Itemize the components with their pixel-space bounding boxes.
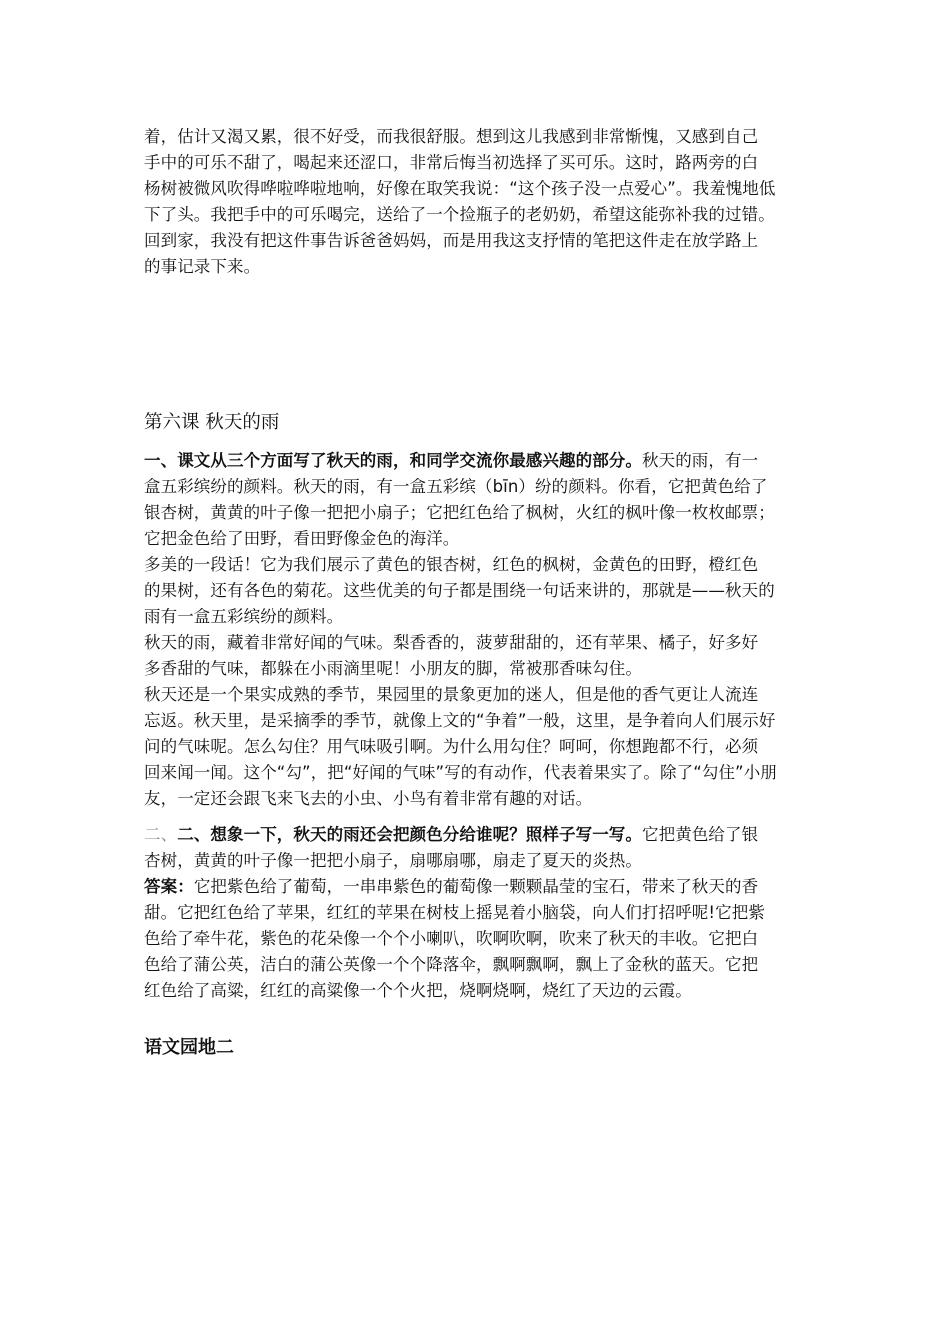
question-2-number: 二、 [144, 825, 178, 844]
text-line: 秋天的雨，藏着非常好闻的气味。梨香香的，菠萝甜甜的，还有苹果、橘子，好多好 [144, 633, 759, 652]
question-2-prompt: 二、想象一下，秋天的雨还会把颜色分给谁呢？照样子写一写。 [177, 825, 643, 844]
text-line: 多香甜的气味，都躲在小雨滴里呢！小朋友的脚，常被那香味勾住。 [144, 659, 642, 678]
text-line: 色给了牵牛花，紫色的花朵像一个个小喇叭，吹啊吹啊，吹来了秋天的丰收。它把白 [144, 929, 759, 948]
section-heading: 语文园地二 [144, 1037, 234, 1058]
question-1-first-line [144, 448, 814, 474]
text-line: 着，估计又渴又累，很不好受，而我很舒服。想到这儿我感到非常惭愧，又感到自己 [144, 127, 759, 146]
text-line: 秋天还是一个果实成熟的季节，果园里的景象更加的迷人，但是他的香气更让人流连 [144, 685, 759, 704]
question-1 [144, 448, 814, 812]
text-line: 手中的可乐不甜了，喝起来还涩口，非常后悔当初选择了买可乐。这时，路两旁的白 [144, 153, 759, 172]
text-line: 甜。它把红色给了苹果，红红的苹果在树枝上摇晃着小脑袋，向人们打招呼呢!它把紫 [144, 903, 765, 922]
question-2-first-line-rest: 它把黄色给了银 [642, 825, 759, 844]
lesson-title: 第六课 秋天的雨 [144, 412, 280, 433]
text-line: 忘返。秋天里，是采摘季的季节，就像上文的“争着”一般，这里，是争着向人们展示好 [144, 711, 776, 730]
text-line: 雨有一盒五彩缤纷的颜料。 [144, 607, 344, 626]
question-1-first-line-rest: 秋天的雨，有一 [642, 451, 759, 470]
intro-paragraph [144, 124, 814, 280]
question-2-first-line [144, 822, 814, 848]
text-line: 色给了蒲公英，洁白的蒲公英像一个个降落伞，飘啊飘啊，飘上了金秋的蓝天。它把 [144, 955, 759, 974]
answer-first-line-rest: 它把紫色给了葡萄，一串串紫色的葡萄像一颗颗晶莹的宝石，带来了秋天的香 [193, 877, 759, 896]
text-line: 红色给了高粱，红红的高粱像一个个火把，烧啊烧啊，烧红了天边的云霞。 [144, 981, 692, 1000]
text-line: 下了头。我把手中的可乐喝完，送给了一个捡瓶子的老奶奶，希望这能弥补我的过错。 [144, 205, 775, 224]
text-line: 多美的一段话！它为我们展示了黄色的银杏树，红色的枫树，金黄色的田野，橙红色 [144, 555, 759, 574]
text-line: 的果树，还有各色的菊花。这些优美的句子都是围绕一句话来讲的，那就是——秋天的 [144, 581, 775, 600]
text-line: 回到家，我没有把这件事告诉爸爸妈妈，而是用我这支抒情的笔把这件走在放学路上 [144, 231, 759, 250]
text-line: 杨树被微风吹得哗啦哗啦地响，好像在取笑我说：“这个孩子没一点爱心”。我羞愧地低 [144, 179, 776, 198]
text-line: 问的气味呢。怎么勾住？用气味吸引啊。为什么用勾住？呵呵，你想跑都不行，必须 [144, 737, 759, 756]
text-line: 它把金色给了田野，看田野像金色的海洋。 [144, 529, 460, 548]
text-line: 友，一定还会跟飞来飞去的小虫、小鸟有着非常有趣的对话。 [144, 789, 593, 808]
text-line: 盒五彩缤纷的颜料。秋天的雨，有一盒五彩缤（bīn）纷的颜料。你看，它把黄色给了 [144, 477, 768, 496]
question-2 [144, 822, 814, 1004]
text-line: 杏树，黄黄的叶子像一把把小扇子，扇哪扇哪，扇走了夏天的炎热。 [144, 851, 642, 870]
answer-first-line [144, 874, 814, 900]
text-line: 银杏树，黄黄的叶子像一把把小扇子；它把红色给了枫树，火红的枫叶像一枚枚邮票； [144, 503, 775, 522]
text-line: 回来闻一闻。这个“勾”，把“好闻的气味”写的有动作，代表着果实了。除了“勾住”小朋 [144, 763, 777, 782]
question-1-prompt: 一、课文从三个方面写了秋天的雨，和同学交流你最感兴趣的部分。 [144, 451, 642, 470]
answer-label: 答案： [144, 877, 194, 896]
text-line: 的事记录下来。 [144, 257, 261, 276]
